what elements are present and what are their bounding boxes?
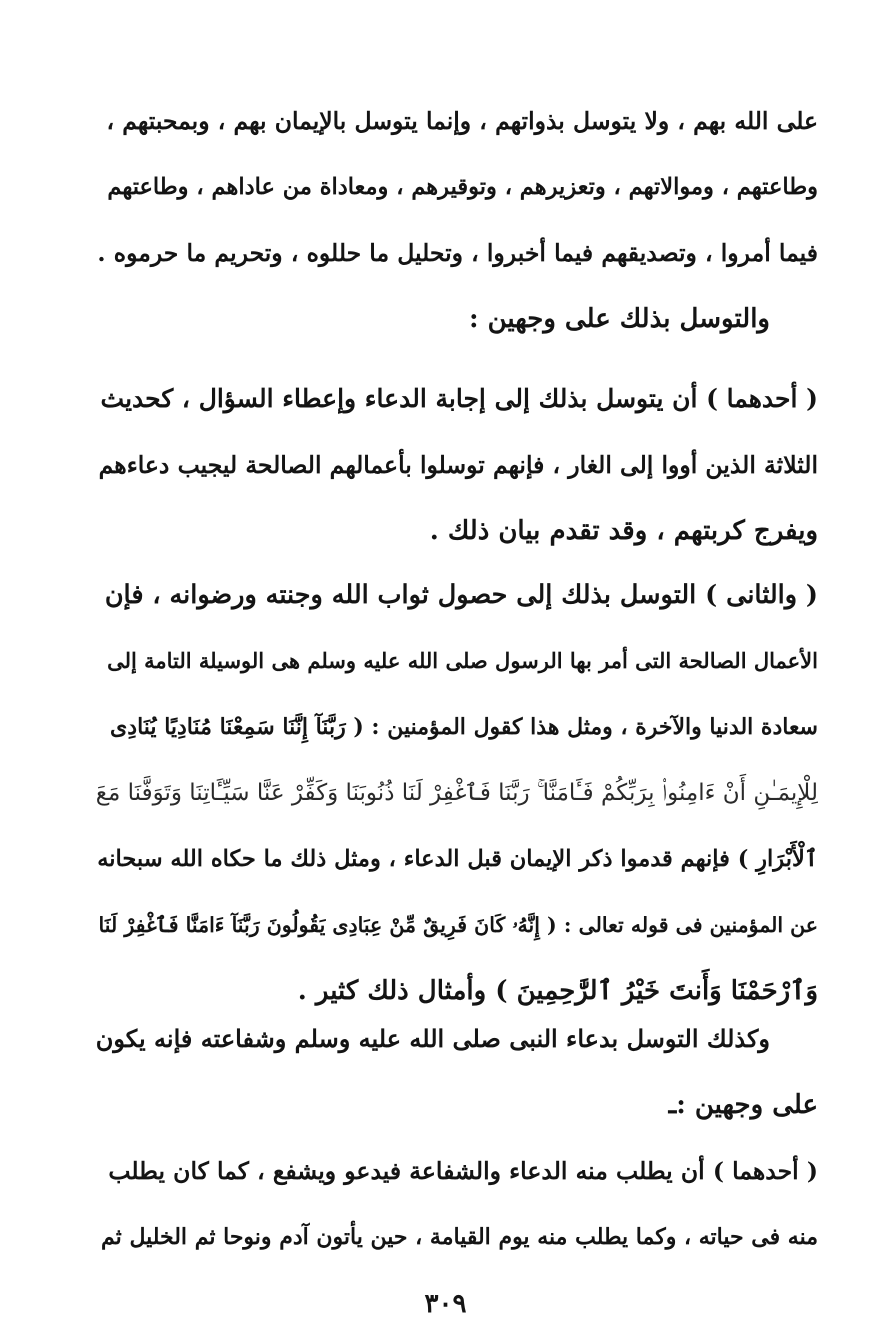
- text-line: وطاعتهم ، وموالاتهم ، وتعزيرهم ، وتوقيرهم ، ومعاداة من عاداهم ، وطاعتهم: [107, 174, 818, 200]
- quran-verse-line: لِلْإِيمَـٰنِ أَنْ ءَامِنُوا۟ بِرَبِّكُمْ فَـَٔامَنَّا ۚ رَبَّنَا فَٱغْفِرْ لَنَا ذُنُوبَنَا وَكَفِّرْ عَنَّا سَيِّـَٔاتِنَا وَتَوَفَّنَا مَعَ: [96, 780, 818, 806]
- text-line: على الله بهم ، ولا يتوسل بذواتهم ، وإنما يتوسل بالإيمان بهم ، وبمحبتهم ،: [106, 107, 818, 135]
- text-line: ( أحدهما ) أن يطلب منه الدعاء والشفاعة فيدعو ويشفع ، كما كان يطلب: [108, 1157, 818, 1185]
- text-line: منه فى حياته ، وكما يطلب منه يوم القيامة ، حين يأتون آدم ونوحا ثم الخليل ثم: [101, 1224, 818, 1250]
- paragraph-4: [96, 562, 818, 1024]
- text-line: ( أحدهما ) أن يتوسل بذلك إلى إجابة الدعاء وإعطاء السؤال ، كحديث: [100, 384, 818, 413]
- text-line: سعادة الدنيا والآخرة ، ومثل هذا كقول المؤمنين : ( رَبَّنَآ إِنَّنَا سَمِعْنَا مُنَادِيًا يُنَادِى: [110, 714, 818, 740]
- text-line: والتوسل بذلك على وجهين :: [468, 304, 770, 334]
- paragraph-1: [96, 88, 818, 286]
- paragraph-5: [96, 1006, 818, 1138]
- paragraph-6: [96, 1138, 818, 1270]
- paragraph-3: [96, 366, 818, 564]
- text-line: ويفرج كربتهم ، وقد تقدم بيان ذلك .: [429, 516, 818, 546]
- text-line: الأعمال الصالحة التى أمر بها الرسول صلى الله عليه وسلم هى الوسيلة التامة إلى: [107, 648, 818, 673]
- text-line: ٱلْأَبْرَارِ ) فإنهم قدموا ذكر الإيمان قبل الدعاء ، ومثل ذلك ما حكاه الله سبحانه: [97, 846, 818, 872]
- text-line: عن المؤمنين فى قوله تعالى : ( إِنَّهُۥ كَانَ فَرِيقٌ مِّنْ عِبَادِى يَقُولُونَ رَبَّنَآ ءَامَنَّا فَٱغْفِرْ لَنَا: [98, 913, 818, 937]
- page-number: ٣٠٩: [424, 1289, 467, 1319]
- text-line: وَٱرْحَمْنَا وَأَنتَ خَيْرُ ٱلرَّٰحِمِينَ ) وأمثال ذلك كثير .: [297, 976, 818, 1006]
- text-line: وكذلك التوسل بدعاء النبى صلى الله عليه وسلم وشفاعته فإنه يكون: [96, 1024, 770, 1053]
- text-line: ( والثانى ) التوسل بذلك إلى حصول ثواب الله وجنته ورضوانه ، فإن: [104, 580, 818, 610]
- text-line: فيما أمروا ، وتصديقهم فيما أخبروا ، وتحليل ما حللوه ، وتحريم ما حرموه .: [97, 239, 818, 267]
- paragraph-2: [96, 286, 818, 352]
- text-line: على وجهين :ـ: [668, 1090, 818, 1120]
- text-line: الثلاثة الذين أووا إلى الغار ، فإنهم توسلوا بأعمالهم الصالحة ليجيب دعاءهم: [98, 451, 818, 479]
